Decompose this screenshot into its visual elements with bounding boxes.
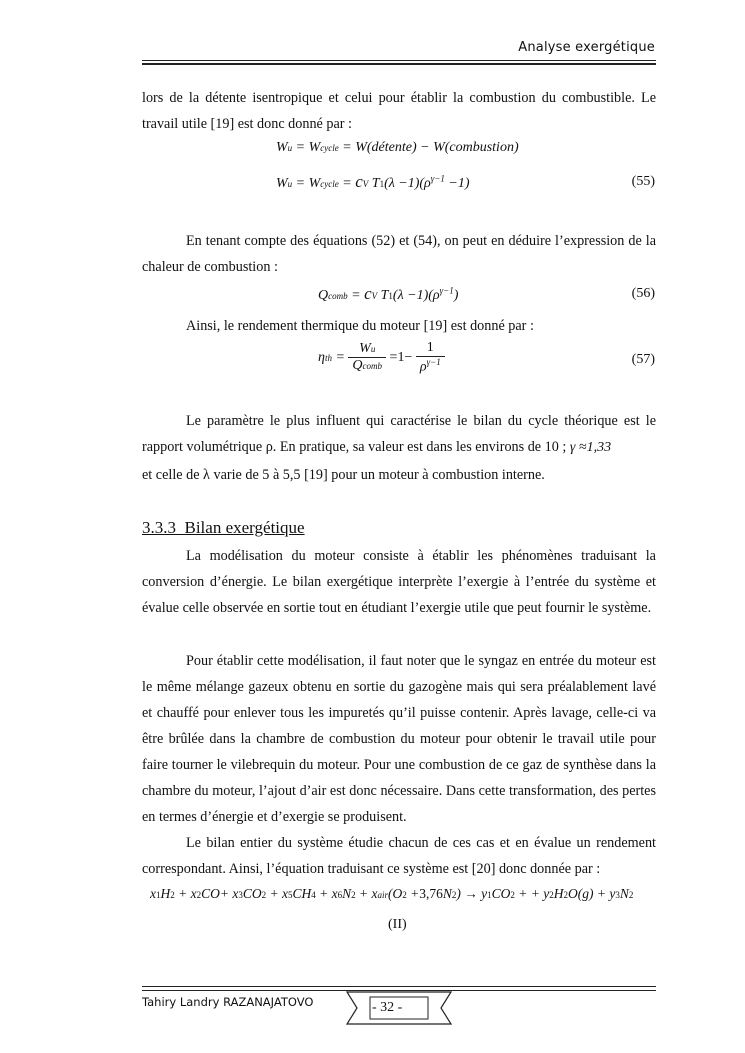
- footer-author: Tahiry Landry RAZANAJATOVO: [142, 995, 314, 1009]
- paragraph-6: Pour établir cette modélisation, il faut noter que le syngaz en entrée du moteur est le même mélange gazeux obtenu en sortie du gazogène mais qui sera préalablement lavé et chauffé pour enlever tous les impuretés qu’il puisse contenir. Après lavage, celle-ci va être brûlée dans la chambre de combustion du moteur pour obtenir le travail utile pour faire tourner le vilebrequin du moteur. Pour une combustion de ce gaz de synthèse dans la chambre du moteur, l’ajout d’air est donc nécessaire. Dans cette transformation, des pertes en termes d’énergie et d’exergie se produisent.: [142, 653, 656, 825]
- paragraph-3: Ainsi, le rendement thermique du moteur [19] est donné par :: [186, 318, 534, 334]
- paragraph-2: En tenant compte des équations (52) et (54), on peut en déduire l’expression de la chaleur de combustion :: [142, 233, 656, 275]
- running-header: Analyse exergétique: [518, 40, 655, 55]
- header-rule-thin: [142, 60, 656, 61]
- paragraph-5: La modélisation du moteur consiste à établir les phénomènes traduisant la conversion d’énergie. Le bilan exergétique interprète l’exergie à l’entrée du système et évalue celle observée en sortie tout en étudiant l’exergie utile que peut fournir le système.: [142, 548, 656, 616]
- equation-work-1: Wu = Wcycle = W(détente) − W(combustion): [276, 140, 519, 155]
- equation-56: Qcomb = cV $T1(\lambda -1)(\rho^{\gamma-1})$: [318, 284, 459, 303]
- equation-work-1-rhs: W(détente) − W(combustion): [355, 140, 519, 155]
- equation-56-number: (56): [631, 286, 655, 301]
- equation-ii: x1H2 + x2CO+ x3CO2 + x5CH4 + x6N2 + xair(O2 +3,76N2) → y1CO2 + + y2H2O(g) + y3N2: [150, 886, 634, 901]
- header-rule-thick: [142, 63, 656, 65]
- equation-ii-number: (II): [388, 917, 407, 932]
- paragraph-1: lors de la détente isentropique et celui pour établir la combustion du combustible. Le travail utile [19] est donc donné par :: [142, 90, 656, 132]
- paragraph-7: Le bilan entier du système étudie chacun de ces cas et en évalue un rendement correspondant. Ainsi, l’équation traduisant ce système est [20] donc donnée par :: [142, 835, 656, 877]
- section-heading: [142, 518, 305, 538]
- paragraph-4-text: Le paramètre le plus influent qui caractérise le bilan du cycle théorique est le rapport volumétrique ρ. En pratique, sa valeur est dans les environs de 10 ;: [142, 413, 656, 455]
- equation-57: ηth = $\frac{Wu}{\text{Qcomb}}$ =1− $\frac{1}{\rho^{\gamma-1}}$: [318, 340, 445, 376]
- equation-55: Wu = Wcycle = cV $T1(\lambda -1)(\rho^{\gamma-1} -1)$: [276, 172, 470, 191]
- footer-rule-top: [142, 986, 656, 987]
- equation-57-number: (57): [631, 352, 655, 367]
- paragraph-4-tail: et celle de λ varie de 5 à 5,5 [19] pour un moteur à combustion interne.: [142, 467, 545, 483]
- equation-55-number: (55): [631, 174, 655, 189]
- section-title: Bilan exergétique: [184, 518, 305, 537]
- paragraph-4: [142, 408, 656, 461]
- page-number: - 32 -: [372, 1000, 403, 1015]
- section-number: 3.3.3: [142, 518, 176, 537]
- gamma-value: γ ≈1,33: [569, 440, 612, 455]
